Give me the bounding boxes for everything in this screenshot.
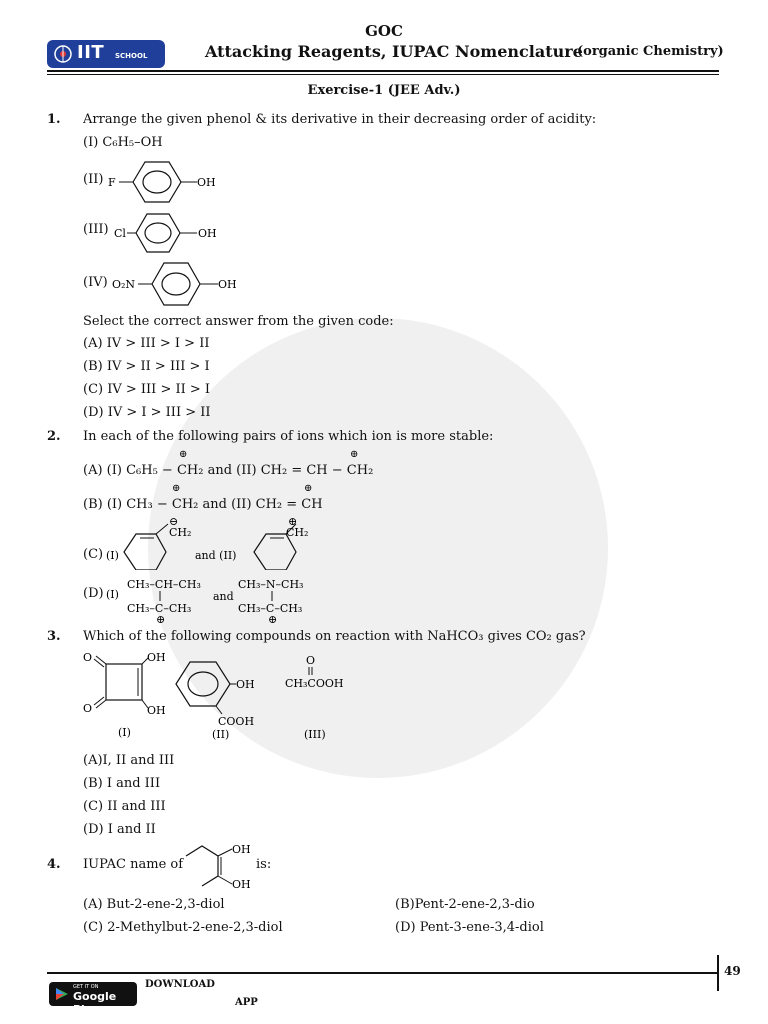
q2c-i: (I) (106, 549, 119, 562)
q1-label-iii: (III) (83, 222, 109, 237)
app-text: APP (235, 997, 258, 1008)
play-store-label: Google Play (73, 990, 117, 1016)
q1-prompt: Select the correct answer from the given code: (83, 314, 394, 329)
q1-structure-iii (112, 212, 232, 254)
google-play-badge[interactable] (49, 982, 137, 1016)
header-main-title: Attacking Reagents, IUPAC Nomenclature (205, 42, 583, 61)
q2d-2-top: CH₃–N–CH₃ (238, 578, 304, 591)
q3-number: 3. (47, 629, 61, 644)
q2-text: In each of the following pairs of ions which ion is more stable: (83, 429, 494, 444)
q3-option-d: (D) I and II (83, 822, 156, 837)
q3-option-b: (B) I and III (83, 776, 161, 791)
atom-icon (53, 44, 73, 64)
download-text: DOWNLOAD (145, 979, 215, 990)
oh-iv: OH (218, 278, 237, 291)
q2c-label: (C) (83, 547, 104, 562)
q2b-plus-1: ⊕ (172, 483, 181, 494)
play-get-it-on: GET IT ON (73, 984, 99, 990)
q3ii-oh: OH (236, 678, 255, 691)
q2-number: 2. (47, 429, 61, 444)
footer-rule (47, 972, 717, 974)
logo-sub: SCHOOL (115, 52, 148, 60)
header-top-title: GOC (365, 22, 403, 40)
q1-text: Arrange the given phenol & its derivative in their decreasing order of acidity: (83, 112, 597, 127)
q4-number: 4. (47, 857, 61, 872)
play-store-icon (55, 987, 69, 1001)
q4-oh-bot: OH (232, 878, 251, 891)
q2c-minus: ⊖ (169, 515, 179, 528)
q2d-i: (I) (106, 588, 119, 601)
q1-label-iv: (IV) (83, 275, 108, 290)
q1-label-ii: (II) (83, 172, 104, 187)
oh-ii: OH (197, 176, 216, 189)
q4-oh-top: OH (232, 843, 251, 856)
q3-option-a: (A)I, II and III (83, 753, 175, 768)
oh-iii: OH (198, 227, 217, 240)
q3ii-cooh: COOH (218, 715, 255, 728)
sub-no2: O₂N (112, 278, 136, 291)
q2c-ch2-ii: CH₂ (286, 526, 309, 539)
q3-text: Which of the following compounds on reaction with NaHCO₃ gives CO₂ gas? (83, 629, 586, 644)
q3i-o-bot: O (83, 702, 93, 715)
q2c-plus: ⊕ (288, 515, 298, 528)
q3i-oh-top: OH (147, 651, 166, 664)
header-rule-thin (47, 74, 719, 75)
q4-option-d: (D) Pent-3-ene-3,4-diol (395, 920, 544, 935)
page-number: 49 (724, 964, 741, 978)
q1-option-d: (D) IV > I > III > II (83, 405, 211, 420)
q3-label-iii: (III) (304, 728, 326, 740)
q2d-1-top: CH₃–CH–CH₃ (127, 578, 201, 591)
q2c-ch2-i: CH₂ (169, 526, 192, 539)
q2c-and: and (II) (195, 549, 237, 562)
q3-structure-ii (170, 650, 280, 740)
q1-structure-ii (105, 160, 235, 204)
q2d-1-bot: CH₃–C–CH₃ (127, 602, 192, 615)
q3-structure-i (80, 648, 180, 738)
q2d-2-bot: CH₃–C–CH₃ (238, 602, 303, 615)
q1-option-c: (C) IV > III > II > I (83, 382, 211, 397)
q1-compound-i: (I) C₆H₅–OH (83, 135, 163, 150)
q3-structure-iii (280, 652, 370, 740)
sub-cl: Cl (114, 227, 126, 240)
q2c-structures (104, 514, 329, 570)
q4-option-a: (A) But-2-ene-2,3-diol (83, 897, 225, 912)
logo-text: IIT (77, 42, 105, 63)
q1-number: 1. (47, 112, 61, 127)
q2d-plus-1: ⊕ (156, 613, 166, 626)
q1-structure-iv (112, 261, 242, 307)
q4-option-c: (C) 2-Methylbut-2-ene-2,3-diol (83, 920, 283, 935)
q3iii-acid: CH₃COOH (285, 677, 344, 690)
q2-option-a: (A) (I) C₆H₅ − CH₂ and (II) CH₂ = CH − CH₂ (83, 463, 374, 478)
q4-text-a: IUPAC name of (83, 857, 184, 872)
q2d-label: (D) (83, 586, 104, 601)
q1-option-b: (B) IV > II > III > I (83, 359, 210, 374)
q3iii-o: O (306, 654, 316, 667)
q2a-plus-1: ⊕ (179, 449, 188, 460)
q2d-structures (104, 574, 324, 626)
q2-option-b: (B) (I) CH₃ − CH₂ and (II) CH₂ = CH (83, 497, 323, 512)
header-rule (47, 70, 719, 72)
q2d-plus-2: ⊕ (268, 613, 278, 626)
q4-structure (182, 840, 258, 892)
q3i-o-top: O (83, 651, 93, 664)
q2b-plus-2: ⊕ (304, 483, 313, 494)
footer-vertical-rule (717, 955, 719, 991)
q3i-oh-bot: OH (147, 704, 166, 717)
q2d-and: and (213, 590, 234, 603)
sub-f: F (108, 176, 116, 189)
exercise-title: Exercise-1 (JEE Adv.) (307, 83, 461, 98)
header-subject: (organic Chemistry) (577, 44, 724, 59)
iit-school-logo (47, 40, 165, 68)
q1-option-a: (A) IV > III > I > II (83, 336, 210, 351)
q4-option-b: (B)Pent-2-ene-2,3-dio (395, 897, 535, 912)
q3-option-c: (C) II and III (83, 799, 166, 814)
q3-label-i: (I) (118, 726, 131, 738)
q2a-plus-2: ⊕ (350, 449, 359, 460)
q4-text-b: is: (256, 857, 272, 872)
q3-label-ii: (II) (212, 728, 230, 740)
